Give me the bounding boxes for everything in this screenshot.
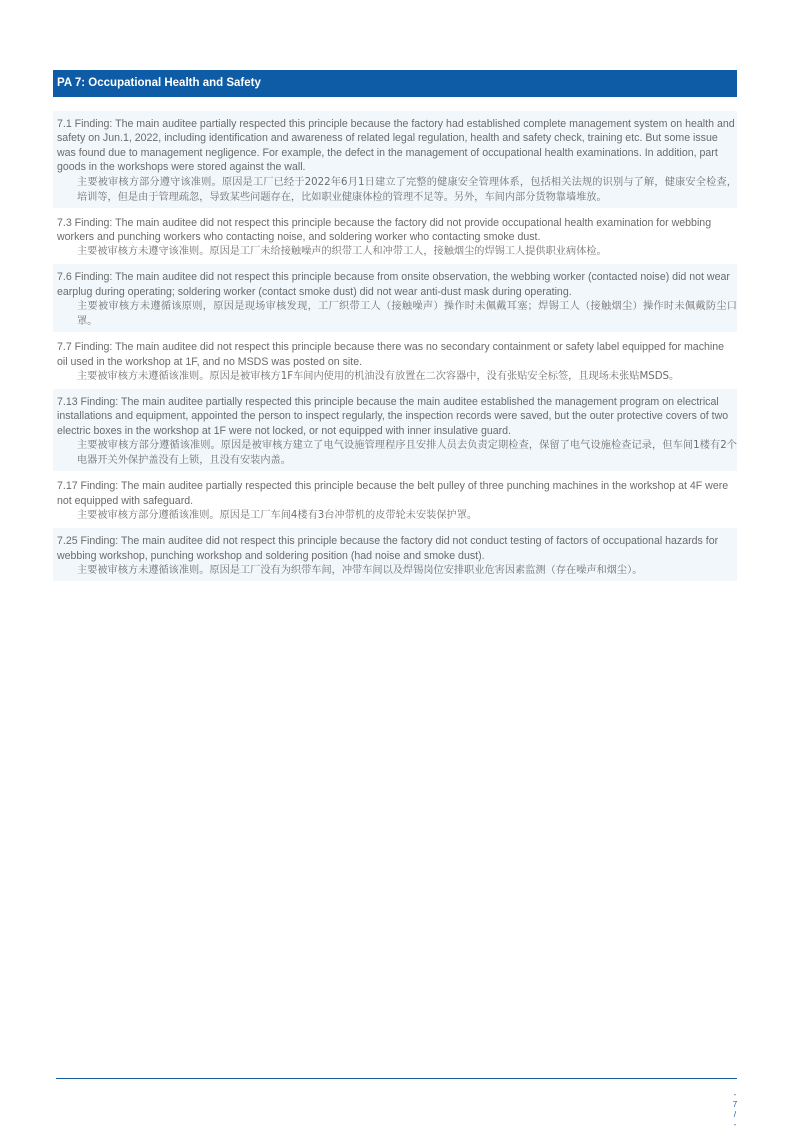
finding-text-en: 7.7 Finding: The main auditee did not respect this principle because there was no secondary containment or safety label equipped for machine oil used in the workshop at 1F, and no MSDS was posted on site. xyxy=(57,341,725,368)
findings-list xyxy=(53,111,737,583)
finding-text-zh: 主要被审核方未遵循该原则，原因是现场审核发现，工厂织带工人（接触噪声）操作时未佩戴耳塞；焊锡工人（接触烟尘）操作时未佩戴防尘口罩。 xyxy=(77,301,737,328)
finding-7-1 xyxy=(53,111,737,208)
page-number xyxy=(731,1090,739,1130)
finding-7-25 xyxy=(53,528,737,581)
finding-text-en: 7.3 Finding: The main auditee did not respect this principle because the factory did not provide occupational health examination for webbing workers and punching workers who contacting noise, and soldering worker who contacting smoke dust. xyxy=(57,216,712,244)
finding-text-en: 7.17 Finding: The main auditee partially respected this principle because the belt pulley of three punching machines in the workshop at 4F were not equipped with safeguard. xyxy=(57,480,729,507)
page-number-slash: / xyxy=(733,1110,737,1119)
finding-7-17 xyxy=(53,473,737,526)
finding-text-zh: 主要被审核方部分遵循该准则。原因是被审核方建立了电气设施管理程序且安排人员去负责定期检查，保留了电气设施检查记录，但车间1楼有2个电器开关外保护盖没有上锁，且没有安装内盖。 xyxy=(77,440,737,467)
finding-7-7 xyxy=(53,334,737,387)
finding-text-en: 7.13 Finding: The main auditee partially respected this principle because the main auditee established the management program on electrical installations and equipment, appointed the person to inspect regularly, the inspection records were saved, but the outer protective covers of two electric boxes in the workshop at 1F were not locked, or not equipped with inner insulative guard. xyxy=(57,396,729,437)
finding-text-zh: 主要被审核方部分遵守该准则。原因是工厂已经于2022年6月1日建立了完整的健康安全管理体系，包括相关法规的识别与了解，健康安全检查，培训等，但是由于管理疏忽，导致某些问题存在，比如职业健康体检的管理不足等。另外，车间内部分货物靠墙堆放。 xyxy=(77,176,737,203)
page-number-value: 7 xyxy=(732,1100,738,1109)
page-number-dash-top: - xyxy=(733,1090,737,1099)
finding-text-zh: 主要被审核方部分遵循该准则。原因是工厂车间4楼有3台冲带机的皮带轮未安装保护罩。 xyxy=(77,510,478,522)
finding-text-zh: 主要被审核方未遵循该准则。原因是被审核方1F车间内使用的机油没有放置在二次容器中，没有张贴安全标签，且现场未张贴MSDS。 xyxy=(77,371,680,383)
finding-7-6 xyxy=(53,264,737,332)
finding-text-en: 7.25 Finding: The main auditee did not respect this principle because the factory did not conduct testing of factors of occupational hazards for webbing workshop, punching workshop and soldering position (had noise and smoke dust). xyxy=(57,535,719,562)
section-title: PA 7: Occupational Health and Safety xyxy=(53,70,737,97)
finding-text-en: 7.6 Finding: The main auditee did not respect this principle because from onsite observation, the webbing worker (contacted noise) did not wear earplug during operating; soldering worker (contact smoke dust) did not wear anti-dust mask during operating. xyxy=(57,271,730,298)
finding-text-zh: 主要被审核方未遵守该准则。原因是工厂未给接触噪声的织带工人和冲带工人，接触烟尘的焊锡工人提供职业病体检。 xyxy=(77,246,607,258)
finding-7-13 xyxy=(53,389,737,471)
page-number-dash-bottom: - xyxy=(733,1120,737,1129)
finding-text-zh: 主要被审核方未遵循该准则。原因是工厂没有为织带车间，冲带车间以及焊锡岗位安排职业危害因素监测（存在噪声和烟尘）。 xyxy=(77,564,643,576)
finding-text-en: 7.1 Finding: The main auditee partially respected this principle because the factory had established complete management system on health and safety on Jun.1, 2022, including identification and awareness of related legal regulation, health and safety check, training etc. But some issue was found due to management negligence. For example, the defect in the management of occupational health examinations. In addition, part goods in the workshops were stored against the wall. xyxy=(57,118,735,174)
finding-7-3 xyxy=(53,210,737,263)
footer-divider xyxy=(56,1078,737,1079)
